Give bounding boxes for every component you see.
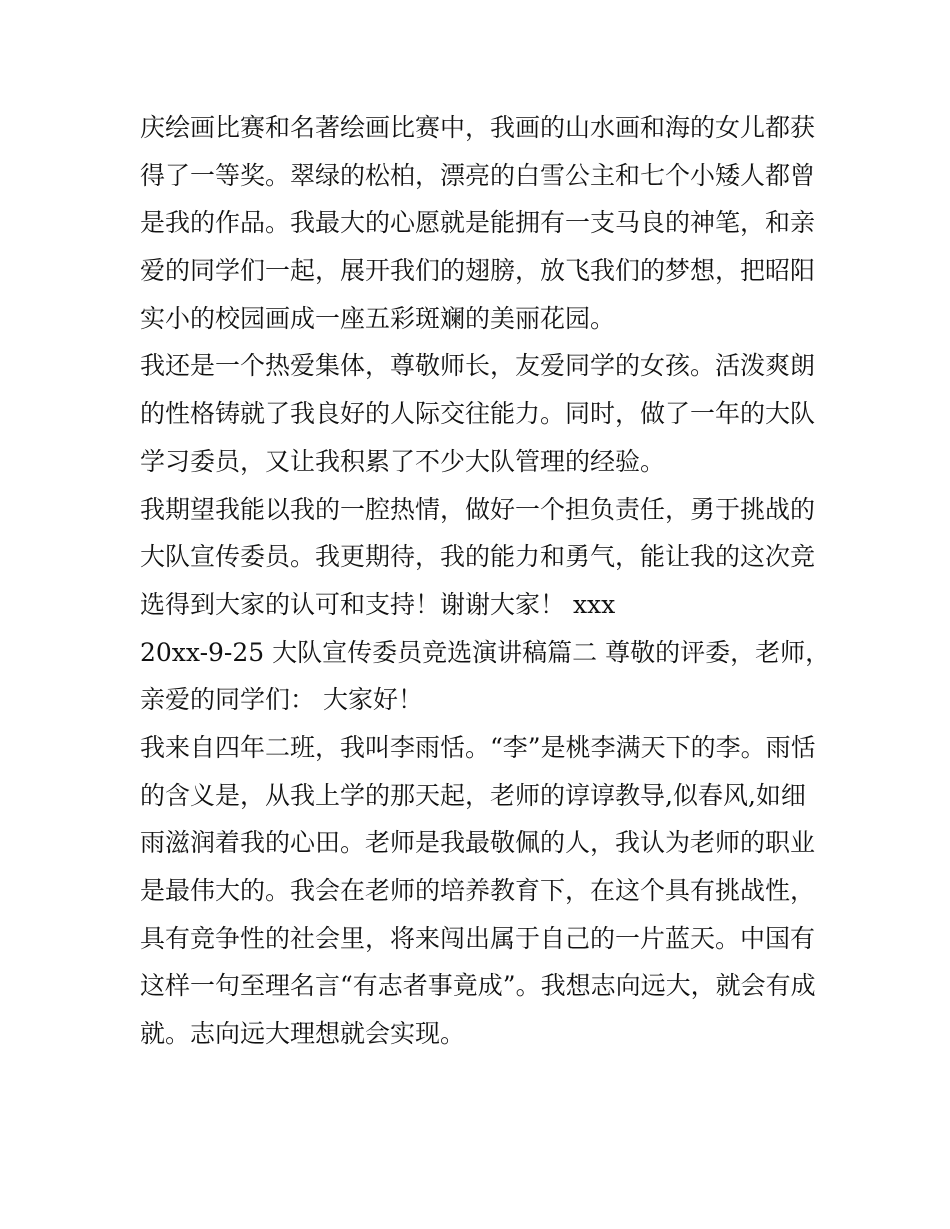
text-line: 的含义是，从我上学的那天起，老师的谆谆教导,似春风,如细 <box>140 780 806 810</box>
text-line: 是我的作品。我最大的心愿就是能拥有一支马良的神笔，和亲 <box>140 208 816 238</box>
text-line: 具有竞争性的社会里，将来闯出属于自己的一片蓝天。中国有 <box>140 923 816 953</box>
text-line: 实小的校园画成一座五彩斑斓的美丽花园。 <box>140 303 616 333</box>
text-line: 这样一句至理名言“有志者事竟成”。我想志向远大，就会有成 <box>140 971 816 1001</box>
document-body <box>140 104 831 1058</box>
text-line: 选得到大家的认可和支持！谢谢大家！ xxx <box>140 589 616 619</box>
text-line: 庆绘画比赛和名著绘画比赛中，我画的山水画和海的女儿都获 <box>140 113 816 142</box>
text-line: 我还是一个热爱集体，尊敬师长，友爱同学的女孩。活泼爽朗 <box>140 351 816 381</box>
text-line: 得了一等奖。翠绿的松柏，漂亮的白雪公主和七个小矮人都曾 <box>140 160 816 190</box>
text-line: 大队宣传委员。我更期待，我的能力和勇气，能让我的这次竞 <box>140 542 816 572</box>
text-line: 爱的同学们一起，展开我们的翅膀，放飞我们的梦想，把昭阳 <box>140 256 816 286</box>
text-line: 学习委员，又让我积累了不少大队管理的经验。 <box>140 446 666 476</box>
text-line: 的性格铸就了我良好的人际交往能力。同时，做了一年的大队 <box>140 399 816 429</box>
text-line: 我期望我能以我的一腔热情，做好一个担负责任，勇于挑战的 <box>140 494 816 524</box>
text-line: 就。志向远大理想就会实现。 <box>140 1019 466 1049</box>
text-line: 雨滋润着我的心田。老师是我最敬佩的人，我认为老师的职业 <box>140 828 816 858</box>
text-line: 20xx-9-25 大队宣传委员竞选演讲稿篇二 尊敬的评委，老师， <box>140 637 831 667</box>
text-line: 亲爱的同学们： 大家好！ <box>140 685 423 715</box>
text-line: 我来自四年二班，我叫李雨恬。“李”是桃李满天下的李。雨恬 <box>140 732 816 762</box>
text-line: 是最伟大的。我会在老师的培养教育下，在这个具有挑战性， <box>140 876 816 905</box>
